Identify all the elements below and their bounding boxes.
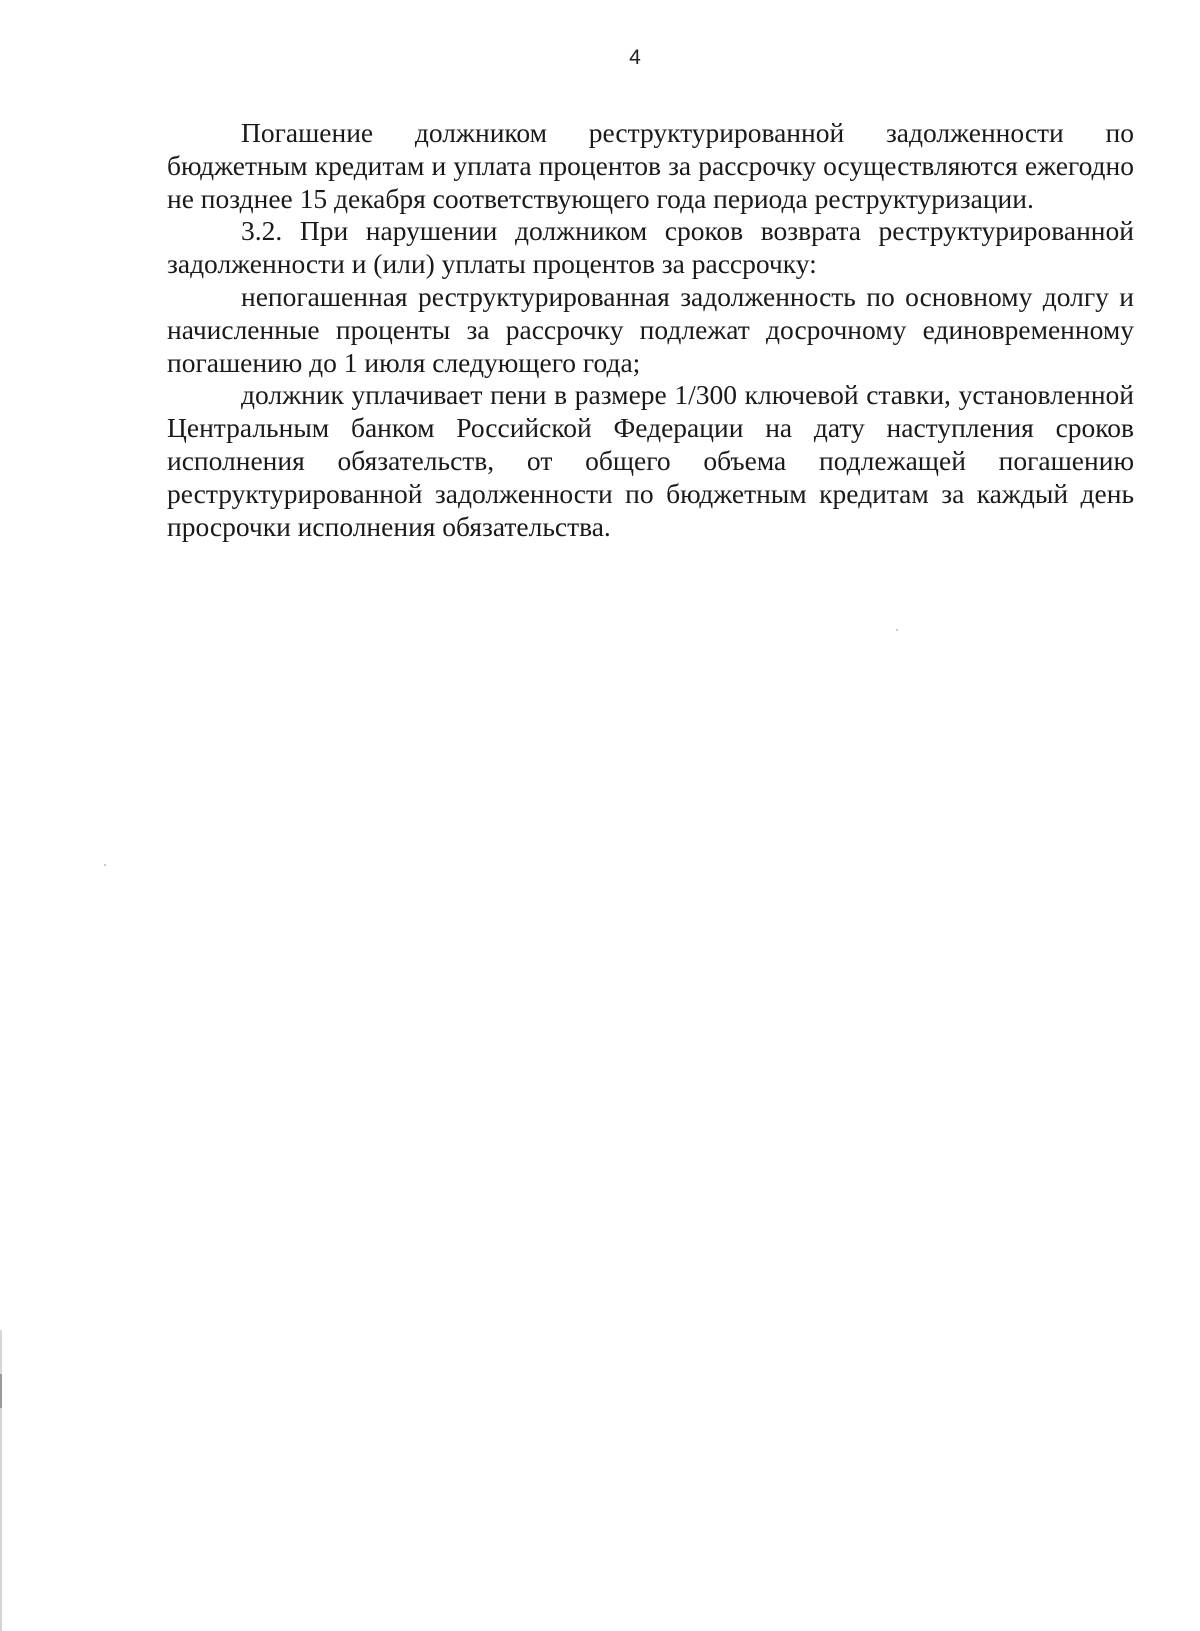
scan-speck (896, 629, 898, 631)
paragraph-repayment-terms: Погашение должником реструктурированной задолженности по бюджетным кредитам и уплата процентов за рассрочку осуществляются ежегодно не позднее 15 декабря соответствующего года периода реструктуризации. (167, 117, 1134, 214)
page-number: 4 (629, 46, 641, 69)
scan-speck (104, 864, 106, 866)
paragraph-early-repayment: непогашенная реструктурированная задолженность по основному долгу и начисленные проценты за рассрочку подлежат досрочному единовременному погашению до 1 июля следующего года; (167, 280, 1134, 378)
paragraph-3-2-violation: 3.2. При нарушении должником сроков возврата реструктурированной задолженности и (или) уплаты процентов за рассрочку: (167, 215, 1134, 280)
paragraph-penalty: должник уплачивает пени в размере 1/300 ключевой ставки, установленной Центральным банком Российской Федерации на дату наступления сроков исполнения обязательств, от общего объема подлежащей погашению реструктурированной задолженности по бюджетным кредитам за каждый день просрочки исполнения обязательства. (167, 379, 1134, 542)
scan-edge-mark (0, 1374, 2, 1408)
document-body (167, 117, 1134, 543)
